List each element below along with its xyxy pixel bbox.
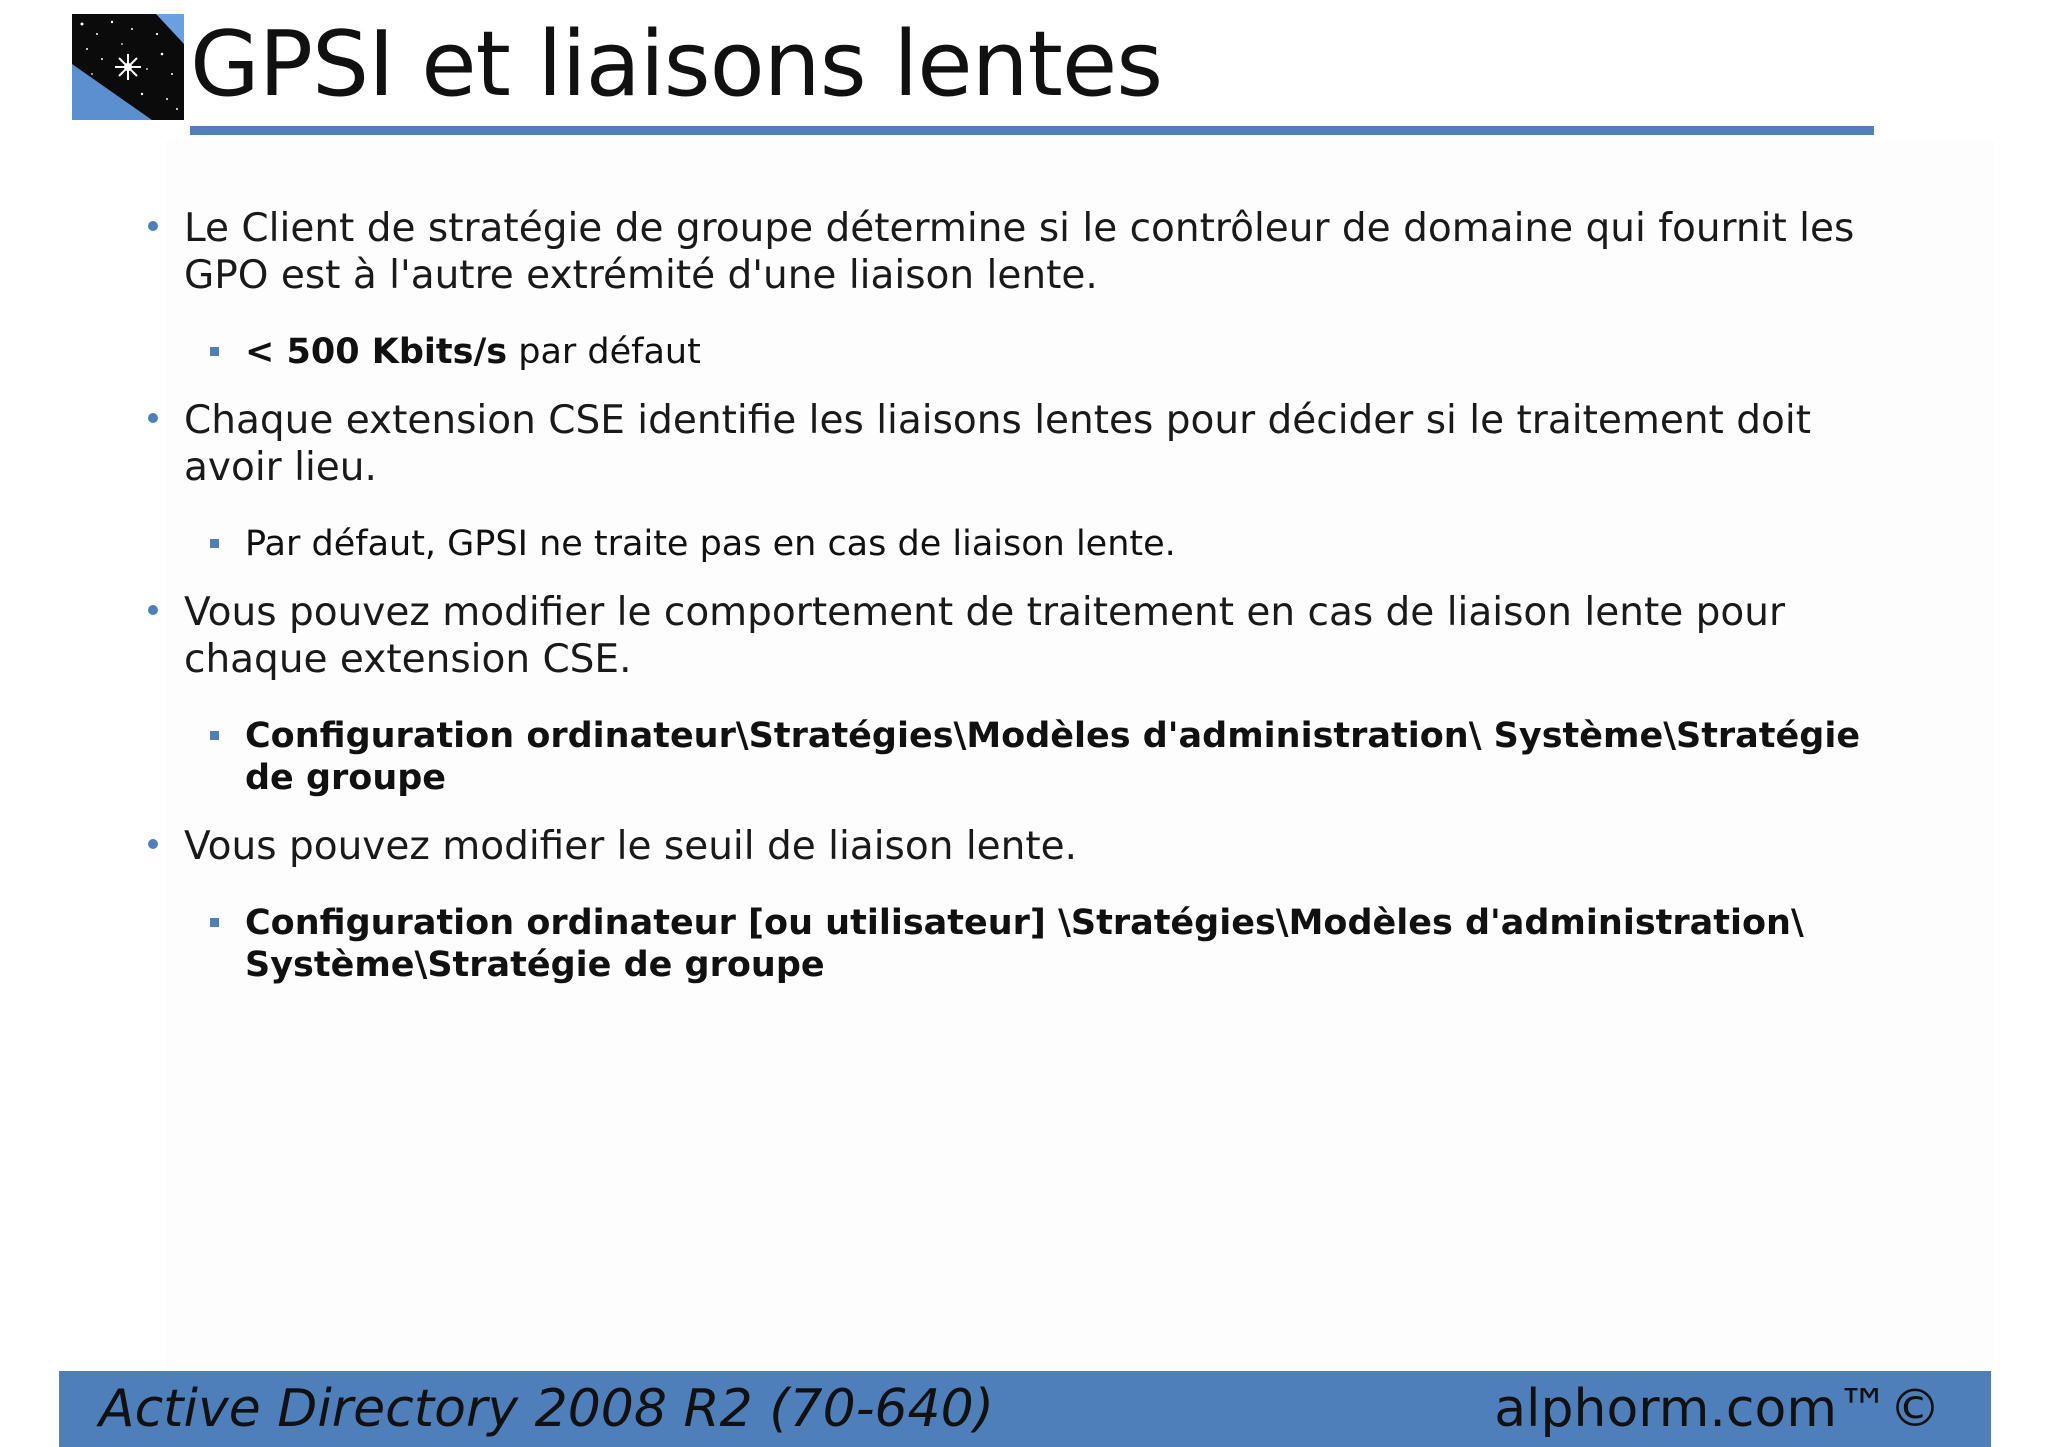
bullet-level1 — [148, 589, 1908, 683]
bullet-text: Vous pouvez modifier le comportement de traitement en cas de liaison lente pour chaque extension CSE. — [184, 590, 1785, 682]
sub-bullet-bold: < 500 Kbits/s — [245, 332, 508, 372]
bullet-level2 — [148, 331, 1908, 373]
bullet-square-icon — [210, 539, 219, 548]
bullet-square-icon — [210, 347, 219, 356]
footer-brand: alphorm.com™© — [1494, 1379, 1941, 1439]
footer-course-title: Active Directory 2008 R2 (70-640) — [99, 1379, 994, 1439]
list-item — [148, 823, 1908, 986]
bullet-text: Chaque extension CSE identifie les liaisons lentes pour décider si le traitement doit avoir lieu. — [184, 398, 1811, 490]
sub-bullet-text: Par défaut, GPSI ne traite pas en cas de liaison lente. — [245, 524, 1176, 564]
page-title: GPSI et liaisons lentes — [190, 12, 1163, 117]
bullet-level2 — [148, 715, 1908, 799]
bullet-level1 — [148, 205, 1908, 299]
bullet-level1 — [148, 823, 1908, 870]
title-underline — [190, 126, 1874, 135]
bullet-square-icon — [210, 918, 219, 927]
bullet-dot-icon — [148, 413, 158, 423]
sub-bullet-bold: Configuration ordinateur\Stratégies\Modèles d'administration\ Système\Stratégie de groupe — [245, 716, 1861, 798]
star-sky-logo-icon — [72, 14, 184, 120]
sub-bullet-text: par défaut — [507, 332, 701, 372]
bullet-level1 — [148, 397, 1908, 491]
bullet-square-icon — [210, 731, 219, 740]
bullet-list — [148, 205, 1908, 1010]
sub-bullet-bold: Configuration ordinateur [ou utilisateur] \Stratégies\Modèles d'administration\ Système\Stratégie de groupe — [245, 903, 1804, 985]
list-item — [148, 589, 1908, 799]
bullet-level2 — [148, 902, 1908, 986]
footer-bar — [59, 1371, 1991, 1447]
bullet-text: Le Client de stratégie de groupe détermine si le contrôleur de domaine qui fournit les GPO est à l'autre extrémité d'une liaison lente. — [184, 206, 1855, 298]
list-item — [148, 205, 1908, 373]
bullet-level2 — [148, 523, 1908, 565]
bullet-text: Vous pouvez modifier le seuil de liaison lente. — [184, 824, 1078, 869]
bullet-dot-icon — [148, 839, 158, 849]
bullet-dot-icon — [148, 221, 158, 231]
list-item — [148, 397, 1908, 565]
bullet-dot-icon — [148, 605, 158, 615]
